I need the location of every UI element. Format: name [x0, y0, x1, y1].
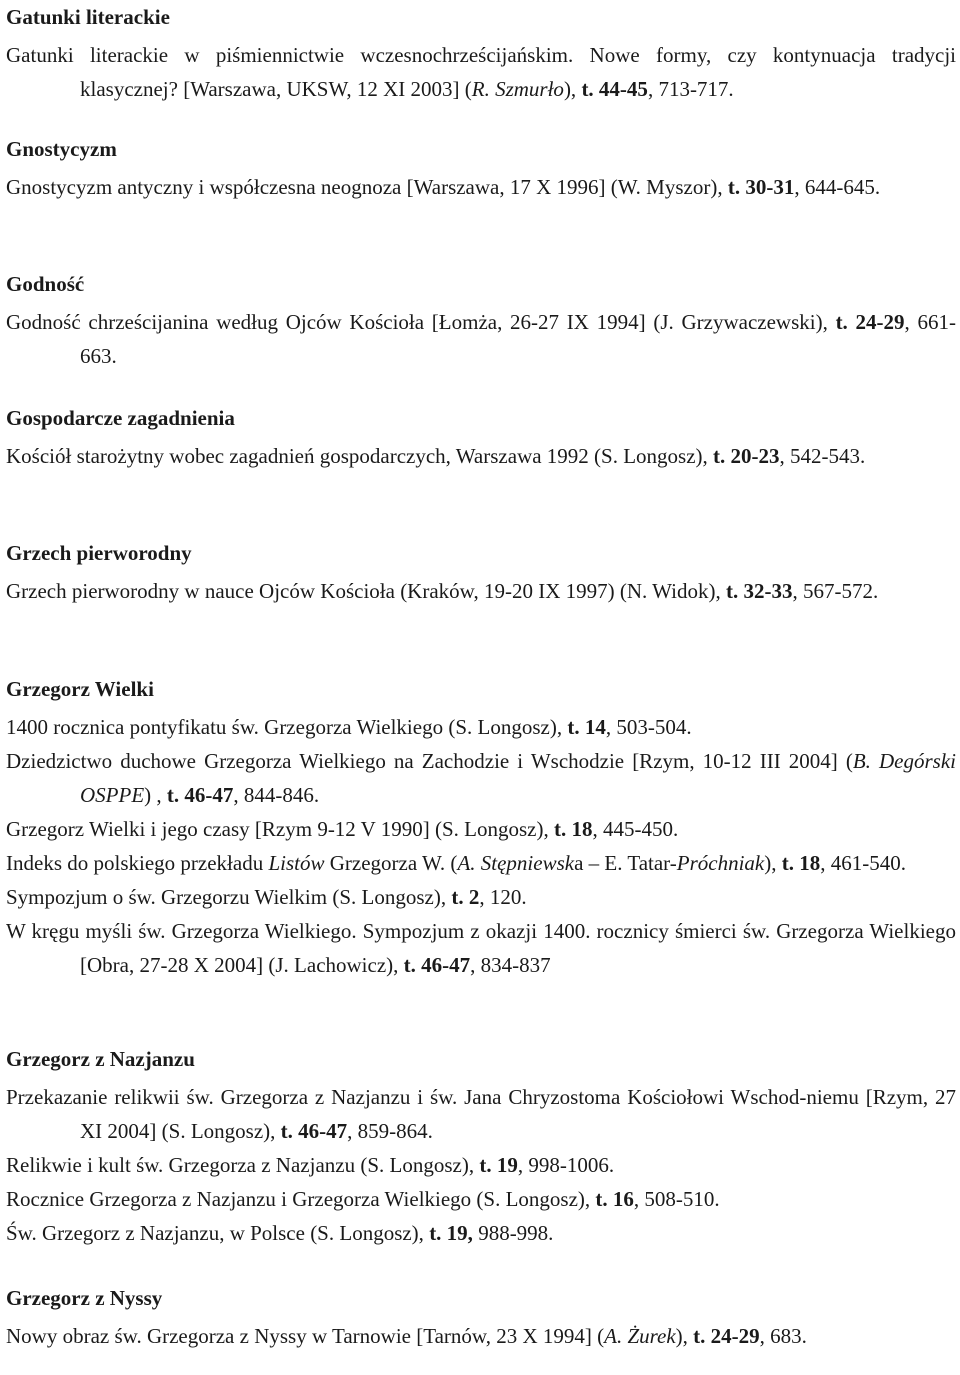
bibliography-entry — [6, 846, 956, 880]
entry-text: Gnostycyzm antyczny i współczesna neognoza [Warszawa, 17 X 1996] (W. Myszor), — [6, 175, 728, 199]
entry-text: , 644-645. — [794, 175, 881, 199]
entry-italic-text: R. Szmurło — [471, 77, 564, 101]
entry-text: , 713-717. — [647, 77, 734, 101]
section-heading: Godność — [6, 272, 85, 296]
entry-text: Indeks do polskiego przekładu — [6, 851, 269, 875]
entry-text: Sympozjum o św. Grzegorzu Wielkim (S. Longosz), — [6, 885, 452, 909]
section-heading: Gnostycyzm — [6, 137, 117, 161]
entry-volume: t. 16 — [595, 1187, 634, 1211]
section-gnostycyzm — [6, 136, 956, 204]
entry-text: , 859-864. — [347, 1119, 433, 1143]
entry-text: , 567-572. — [792, 579, 879, 603]
entry-text: ), — [764, 851, 782, 875]
section-grzegorz-z-nyssy — [6, 1285, 956, 1353]
bibliography-entry — [6, 439, 956, 473]
entry-text: , 503-504. — [605, 715, 692, 739]
entry-text: , 834-837 — [470, 953, 551, 977]
entry-volume: t. 24-29 — [693, 1324, 760, 1348]
entry-text: 1400 rocznica pontyfikatu św. Grzegorza Wielkiego (S. Longosz), — [6, 715, 568, 739]
bibliography-entry — [6, 305, 956, 373]
entry-text: , 683. — [759, 1324, 807, 1348]
bibliography-entry — [6, 1080, 956, 1148]
entry-text: Nowy obraz św. Grzegorza z Nyssy w Tarnowie [Tarnów, 23 X 1994] ( — [6, 1324, 605, 1348]
entry-text: ) , — [144, 783, 167, 807]
section-gatunki-literackie — [6, 4, 956, 106]
entry-text: Relikwie i kult św. Grzegorza z Nazjanzu (S. Longosz), — [6, 1153, 480, 1177]
entry-volume: t. 18 — [553, 817, 593, 841]
entry-italic-text: B. Degórski OSPPE — [80, 749, 956, 807]
entry-text: , 120. — [479, 885, 527, 909]
section-heading: Grzegorz z Nazjanzu — [6, 1047, 195, 1071]
entry-volume: t. 46-47 — [280, 1119, 348, 1143]
entry-text: Grzech pierworodny w nauce Ojców Kościoła (Kraków, 19-20 IX 1997) (N. Widok), — [6, 579, 726, 603]
entry-text: , 661-663. — [80, 310, 956, 368]
entry-volume: t. 19, — [429, 1221, 473, 1245]
bibliography-entry — [6, 574, 956, 608]
section-grzegorz-wielki — [6, 676, 956, 982]
section-heading: Grzech pierworodny — [6, 541, 192, 565]
section-heading: Grzegorz Wielki — [6, 677, 154, 701]
entry-italic-text: Próchniak — [676, 851, 765, 875]
section-heading: Grzegorz z Nyssy — [6, 1286, 163, 1310]
entry-volume: t. 44-45 — [581, 77, 648, 101]
entry-volume: t. 24-29 — [835, 310, 905, 334]
entry-text: a – E. Tatar- — [574, 851, 677, 875]
entry-text: Dziedzictwo duchowe Grzegorza Wielkiego na Zachodzie i Wschodzie [Rzym, 10-12 III 2004] ( — [6, 749, 853, 773]
entry-volume: t. 46-47 — [403, 953, 471, 977]
bibliography-entry — [6, 38, 956, 106]
entry-volume: t. 19 — [479, 1153, 518, 1177]
entry-text: Rocznice Grzegorza z Nazjanzu i Grzegorza Wielkiego (S. Longosz), — [6, 1187, 596, 1211]
section-gospodarcze-zagadnienia — [6, 405, 956, 473]
section-heading: Gospodarcze zagadnienia — [6, 406, 235, 430]
section-grzech-pierworodny — [6, 540, 956, 608]
entry-text: ), — [675, 1324, 694, 1348]
entry-text: Kościół starożytny wobec zagadnień gospodarczych, Warszawa 1992 (S. Longosz), — [6, 444, 714, 468]
bibliography-entry — [6, 744, 956, 812]
bibliography-entry — [6, 812, 956, 846]
entry-italic-text: Listów — [268, 851, 325, 875]
bibliography-entry — [6, 1216, 956, 1250]
entry-italic-text: A. Żurek — [604, 1324, 676, 1348]
entry-volume: t. 14 — [567, 715, 606, 739]
entry-volume: t. 2 — [451, 885, 480, 909]
entry-text: Grzegorza W. ( — [324, 851, 458, 875]
section-godnosc — [6, 271, 956, 373]
entry-volume: t. 32-33 — [725, 579, 793, 603]
entry-text: Przekazanie relikwii św. Grzegorza z Nazjanzu i św. Jana Chryzostoma Kościołowi Wschod-niemu [Rzym, 27 XI 2004] (S. Longosz), — [6, 1085, 956, 1143]
entry-text: ), — [563, 77, 582, 101]
bibliography-entry — [6, 1148, 956, 1182]
entry-text: , 445-450. — [592, 817, 679, 841]
bibliography-entry — [6, 1319, 956, 1353]
entry-text: , 998-1006. — [517, 1153, 615, 1177]
entry-italic-text: A. Stępniewsk — [457, 851, 575, 875]
entry-volume: t. 30-31 — [727, 175, 795, 199]
entry-text: , 844-846. — [233, 783, 320, 807]
entry-text: Św. Grzegorz z Nazjanzu, w Polsce (S. Longosz), — [6, 1221, 430, 1245]
entry-text: , 542-543. — [779, 444, 866, 468]
entry-text: , 508-510. — [633, 1187, 720, 1211]
entry-text: Grzegorz Wielki i jego czasy [Rzym 9-12 V 1990] (S. Longosz), — [6, 817, 554, 841]
bibliography-entry — [6, 914, 956, 982]
entry-text: , 461-540. — [820, 851, 906, 875]
entry-text: W kręgu myśli św. Grzegorza Wielkiego. Sympozjum z okazji 1400. rocznicy śmierci św. Grzegorza Wielkiego [Obra, 27-28 X 2004] (J. Lachowicz), — [6, 919, 956, 977]
entry-volume: t. 18 — [781, 851, 821, 875]
section-grzegorz-z-nazjanzu — [6, 1046, 956, 1250]
bibliography-entry — [6, 170, 956, 204]
bibliography-entry — [6, 1182, 956, 1216]
entry-volume: t. 20-23 — [713, 444, 780, 468]
entry-text: Godność chrześcijanina według Ojców Kościoła [Łomża, 26-27 IX 1994] (J. Grzywaczewski), — [6, 310, 836, 334]
section-heading: Gatunki literackie — [6, 5, 170, 29]
entry-text: Gatunki literackie w piśmiennictwie wczesnochrześcijańskim. Nowe formy, czy kontynuacja tradycji klasycznej? [Warszawa, UKSW, 12 XI 2003] ( — [6, 43, 956, 101]
bibliography-entry — [6, 710, 956, 744]
entry-text: 988-998. — [472, 1221, 554, 1245]
bibliography-entry — [6, 880, 956, 914]
entry-volume: t. 46-47 — [166, 783, 234, 807]
